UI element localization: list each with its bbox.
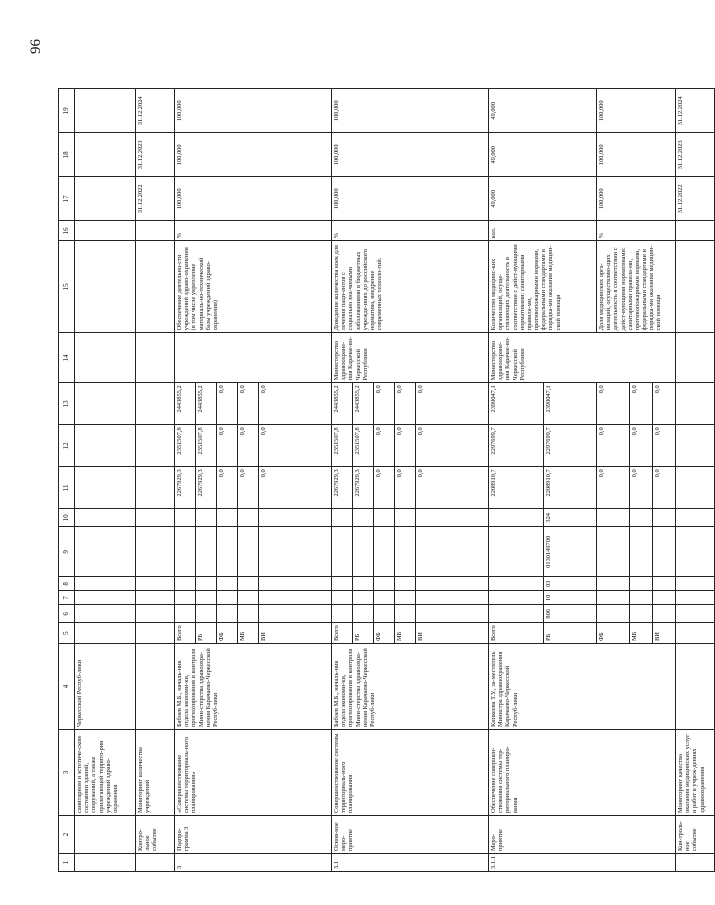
indicator	[75, 241, 136, 333]
amount-2023: 2297699,7	[544, 425, 597, 467]
code-pr	[332, 577, 353, 591]
code-rz	[597, 591, 630, 605]
amount-2023: 0,0	[597, 425, 630, 467]
empty-cell	[676, 591, 715, 605]
row-number	[136, 854, 175, 872]
value-2023	[75, 133, 136, 177]
indicator: Доля медицинских орга-низаций, осуществляю-щих деятельность в соответствии с дейст-вующими нормативами: санитарными правила-ми, противопожарными нормами, федеральными стандартами и порядка-ми оказания медицин-ской помощи	[597, 241, 676, 333]
funding-source: ВИ	[416, 623, 489, 644]
empty-cell	[75, 623, 136, 644]
row-type: Меро-приятие	[489, 816, 676, 854]
code-rz	[395, 591, 416, 605]
column-number: 18	[59, 133, 75, 177]
column-number: 15	[59, 241, 75, 333]
code-rz	[630, 591, 653, 605]
value-2022: 100,000	[175, 177, 332, 221]
funding-source: МБ	[395, 623, 416, 644]
value-2023: 31.12.2023	[676, 133, 715, 177]
column-number: 9	[59, 527, 75, 577]
amount-2023: 0,0	[217, 425, 238, 467]
code-vr	[259, 509, 332, 527]
amount-2022: 2208910,7	[544, 467, 597, 509]
funding-source: Всего	[332, 623, 353, 644]
code-csr	[259, 527, 332, 577]
empty-cell	[136, 623, 175, 644]
code-pr	[259, 577, 332, 591]
indicator	[136, 241, 175, 333]
funding-source: Всего	[175, 623, 196, 644]
empty-cell	[676, 333, 715, 383]
code-pr	[489, 577, 544, 591]
code-rz	[332, 591, 353, 605]
column-number: 13	[59, 383, 75, 425]
row-name: санитарном и эстетиче-ском состоянии зданий, сооружений, а также прилегающей террито-рии учреждений здраво-охранения	[75, 730, 136, 816]
row-name: Мониторинг количества учреждений	[136, 730, 175, 816]
responsible	[676, 644, 715, 730]
amount-2023: 0,0	[374, 425, 395, 467]
unit: %	[175, 221, 332, 241]
code-grbs	[332, 605, 353, 623]
code-csr	[353, 527, 374, 577]
amount-2024: 2443855,2	[196, 383, 217, 425]
amount-2023: 0,0	[416, 425, 489, 467]
code-grbs	[416, 605, 489, 623]
amount-2023: 2351507,8	[175, 425, 196, 467]
code-rz: 10	[544, 591, 597, 605]
code-grbs	[489, 605, 544, 623]
amount-2024: 2390047,1	[544, 383, 597, 425]
empty-cell	[75, 605, 136, 623]
value-2023: 31.12.2023	[136, 133, 175, 177]
amount-2024: 0,0	[238, 383, 259, 425]
row-name: Совершенствование системы территориаль-ного планирования	[332, 730, 489, 816]
empty-cell	[136, 591, 175, 605]
column-number: 8	[59, 577, 75, 591]
empty-cell	[676, 527, 715, 577]
amount-2022: 0,0	[217, 467, 238, 509]
empty-cell	[676, 577, 715, 591]
amount-2024: 0,0	[259, 383, 332, 425]
value-2024: 49,000	[489, 89, 597, 133]
empty-cell	[136, 577, 175, 591]
code-vr	[353, 509, 374, 527]
value-2024: 31.12.2024	[136, 89, 175, 133]
code-vr	[374, 509, 395, 527]
code-grbs	[374, 605, 395, 623]
code-pr	[374, 577, 395, 591]
code-vr	[653, 509, 676, 527]
empty-cell	[75, 509, 136, 527]
value-2022	[75, 177, 136, 221]
amount-2023: 0,0	[653, 425, 676, 467]
row-type: Кон-троль-ное событие	[676, 816, 715, 854]
value-2022: 49,000	[489, 177, 597, 221]
indicator	[676, 241, 715, 333]
empty-cell	[75, 591, 136, 605]
code-vr: 324	[544, 509, 597, 527]
funding-source: РБ	[196, 623, 217, 644]
code-csr	[489, 527, 544, 577]
code-rz	[238, 591, 259, 605]
amount-2024: 2443855,2	[175, 383, 196, 425]
code-vr	[489, 509, 544, 527]
code-csr	[374, 527, 395, 577]
row-number	[676, 854, 715, 872]
code-pr	[416, 577, 489, 591]
funding-source: ВИ	[259, 623, 332, 644]
column-number: 11	[59, 467, 75, 509]
indicator: Доведение количества коек для лечения паци-ентов с социально зна-чимыми заболеваниями в бюджетных учрежде-ниях до российского норматива, внедрение современных техноло-гий.	[332, 241, 489, 333]
code-grbs	[395, 605, 416, 623]
code-grbs	[238, 605, 259, 623]
value-2023: 100,000	[175, 133, 332, 177]
code-csr: 0130149700	[544, 527, 597, 577]
page-number: 96	[28, 39, 44, 54]
empty-cell	[676, 509, 715, 527]
responsible: Кипкеева Т.У., за-меститель Министра здравоохранения Карачаево-Черкесской Респуб-лики	[489, 644, 676, 730]
amount-2024: 0,0	[374, 383, 395, 425]
empty-cell	[75, 425, 136, 467]
code-grbs	[259, 605, 332, 623]
code-pr	[238, 577, 259, 591]
code-pr	[175, 577, 196, 591]
row-type: Основ-ное меро-приятие	[332, 816, 489, 854]
value-2024	[75, 89, 136, 133]
row-name: Мониторинг качества оказания медицинских услуг и работ в учреж-дениях здравоохранения	[676, 730, 715, 816]
amount-2022: 0,0	[395, 467, 416, 509]
code-pr: 03	[544, 577, 597, 591]
code-vr	[395, 509, 416, 527]
code-vr	[238, 509, 259, 527]
unit	[676, 221, 715, 241]
column-number: 2	[59, 816, 75, 854]
responsible	[136, 644, 175, 730]
row-number: 3	[175, 854, 332, 872]
code-csr	[630, 527, 653, 577]
amount-2023: 0,0	[238, 425, 259, 467]
code-rz	[259, 591, 332, 605]
amount-2022: 0,0	[653, 467, 676, 509]
amount-2024: 0,0	[416, 383, 489, 425]
row-type	[75, 816, 136, 854]
code-pr	[630, 577, 653, 591]
amount-2024: 0,0	[653, 383, 676, 425]
program-table	[58, 88, 715, 872]
code-rz	[653, 591, 676, 605]
value-2022: 100,000	[597, 177, 676, 221]
code-grbs	[630, 605, 653, 623]
value-2024: 100,000	[332, 89, 489, 133]
value-2022: 31.12.2022	[136, 177, 175, 221]
empty-cell	[136, 467, 175, 509]
responsible: Бабоев М.Б., началь-ник отдела экономи-ки, прогнозирования и контроля Мини-стерства здравоохра-нения Карачаево-Черкесской Респуб-лики	[332, 644, 489, 730]
code-rz	[374, 591, 395, 605]
amount-2022: 0,0	[238, 467, 259, 509]
amount-2024: 2390047,1	[489, 383, 544, 425]
amount-2023: 2351507,8	[332, 425, 353, 467]
funding-row	[175, 89, 196, 872]
funding-row	[332, 89, 353, 872]
amount-2022: 2267929,3	[332, 467, 353, 509]
value-2024: 100,000	[175, 89, 332, 133]
amount-2022: 0,0	[416, 467, 489, 509]
responsible: Бабоев М.Б., началь-ник отдела экономи-ки, прогнозирования и контроля Мини-стерства здравоохра-нения Карачаево-Черкесской Респуб-лики	[175, 644, 332, 730]
code-vr	[217, 509, 238, 527]
empty-cell	[136, 605, 175, 623]
empty-cell	[75, 467, 136, 509]
funding-source: РБ	[353, 623, 374, 644]
amount-2023: 2351507,8	[353, 425, 374, 467]
empty-cell	[676, 605, 715, 623]
section-row	[75, 89, 136, 872]
row-number	[75, 854, 136, 872]
code-vr	[196, 509, 217, 527]
value-2022: 31.12.2022	[676, 177, 715, 221]
section-row	[136, 89, 175, 872]
funding-source: РБ	[544, 623, 597, 644]
amount-2024: 0,0	[597, 383, 630, 425]
funding-row	[489, 89, 544, 872]
empty-cell	[676, 383, 715, 425]
amount-2022: 0,0	[259, 467, 332, 509]
code-pr	[196, 577, 217, 591]
code-vr	[416, 509, 489, 527]
column-number: 16	[59, 221, 75, 241]
column-number: 1	[59, 854, 75, 872]
code-pr	[217, 577, 238, 591]
executor: Министерство здравоохране-ния Карачае-во-Черкесской Республики	[489, 333, 676, 383]
row-number: 3.1	[332, 854, 489, 872]
amount-2024: 0,0	[395, 383, 416, 425]
code-grbs	[196, 605, 217, 623]
funding-source: ВИ	[653, 623, 676, 644]
row-name: «Совершенствование системы территориаль-ного планирования»	[175, 730, 332, 816]
column-number: 7	[59, 591, 75, 605]
funding-source: МБ	[238, 623, 259, 644]
column-number: 4	[59, 644, 75, 730]
empty-cell	[136, 383, 175, 425]
amount-2022: 0,0	[597, 467, 630, 509]
code-pr	[597, 577, 630, 591]
row-type: Подпро-грамма 3	[175, 816, 332, 854]
code-csr	[238, 527, 259, 577]
code-csr	[332, 527, 353, 577]
empty-cell	[136, 333, 175, 383]
code-vr	[630, 509, 653, 527]
code-grbs	[653, 605, 676, 623]
executor	[175, 333, 332, 383]
code-csr	[416, 527, 489, 577]
code-csr	[196, 527, 217, 577]
code-vr	[332, 509, 353, 527]
code-rz	[489, 591, 544, 605]
empty-cell	[676, 425, 715, 467]
amount-2023: 0,0	[395, 425, 416, 467]
column-number: 19	[59, 89, 75, 133]
indicator: Обеспечение деятельно-сти учреждений здраво-охранения (в том числе укрепление материаль-но-технической базы учреждений здраво-охранения)	[175, 241, 332, 333]
unit: кол.	[489, 221, 597, 241]
funding-source: ФБ	[374, 623, 395, 644]
amount-2022: 0,0	[374, 467, 395, 509]
unit	[136, 221, 175, 241]
code-grbs	[217, 605, 238, 623]
value-2024: 31.12.2024	[676, 89, 715, 133]
code-csr	[217, 527, 238, 577]
row-number: 3.1.1	[489, 854, 676, 872]
row-name: Обеспечение совершен-ствования системы тер-риториального планиро-вания	[489, 730, 676, 816]
unit	[75, 221, 136, 241]
funding-source: ФБ	[597, 623, 630, 644]
code-rz	[353, 591, 374, 605]
empty-cell	[136, 425, 175, 467]
value-2023: 49,000	[489, 133, 597, 177]
code-vr	[175, 509, 196, 527]
value-2022: 100,000	[332, 177, 489, 221]
amount-2024: 0,0	[217, 383, 238, 425]
amount-2024: 2443855,2	[353, 383, 374, 425]
value-2023: 100,000	[597, 133, 676, 177]
responsible: Черкесской Респуб-лики	[75, 644, 136, 730]
amount-2024: 0,0	[630, 383, 653, 425]
funding-source: МБ	[630, 623, 653, 644]
code-csr	[653, 527, 676, 577]
empty-cell	[676, 623, 715, 644]
empty-cell	[136, 509, 175, 527]
code-grbs	[175, 605, 196, 623]
empty-cell	[75, 577, 136, 591]
code-grbs	[353, 605, 374, 623]
code-pr	[653, 577, 676, 591]
amount-2022: 2267929,3	[196, 467, 217, 509]
code-csr	[175, 527, 196, 577]
section-row	[676, 89, 715, 872]
column-number: 6	[59, 605, 75, 623]
funding-source: ФБ	[217, 623, 238, 644]
code-vr	[597, 509, 630, 527]
unit: %	[597, 221, 676, 241]
empty-cell	[136, 527, 175, 577]
unit: %	[332, 221, 489, 241]
code-rz	[416, 591, 489, 605]
amount-2023: 0,0	[259, 425, 332, 467]
code-rz	[175, 591, 196, 605]
amount-2022: 0,0	[630, 467, 653, 509]
funding-source: Всего	[489, 623, 544, 644]
amount-2023: 2351507,8	[196, 425, 217, 467]
amount-2022: 2267929,3	[175, 467, 196, 509]
code-grbs	[597, 605, 630, 623]
amount-2024: 2443855,2	[332, 383, 353, 425]
amount-2023: 2297699,7	[489, 425, 544, 467]
column-number: 17	[59, 177, 75, 221]
code-rz	[196, 591, 217, 605]
empty-cell	[75, 333, 136, 383]
amount-2023: 0,0	[630, 425, 653, 467]
code-csr	[395, 527, 416, 577]
column-number: 3	[59, 730, 75, 816]
header-row	[59, 89, 75, 872]
indicator: Количество медицинс-ких организаций, осуще-ствляющих деятельность в соответствии с дейст-вующими нормативами: санитарными правила-ми, противопожарными нормами, федеральными стандартами и порядка-ми оказания медицин-ской помощи	[489, 241, 597, 333]
column-number: 5	[59, 623, 75, 644]
amount-2022: 2267929,3	[353, 467, 374, 509]
executor: Министерство здравоохране-ния Карачае-во-Черкесской Республики	[332, 333, 489, 383]
amount-2022: 2208910,7	[489, 467, 544, 509]
empty-cell	[75, 527, 136, 577]
code-grbs: 806	[544, 605, 597, 623]
value-2023: 100,000	[332, 133, 489, 177]
code-csr	[597, 527, 630, 577]
code-pr	[395, 577, 416, 591]
row-type: Контро-льное событие	[136, 816, 175, 854]
column-number: 14	[59, 333, 75, 383]
value-2024: 100,000	[597, 89, 676, 133]
column-number: 10	[59, 509, 75, 527]
empty-cell	[75, 383, 136, 425]
empty-cell	[676, 467, 715, 509]
column-number: 12	[59, 425, 75, 467]
code-pr	[353, 577, 374, 591]
code-rz	[217, 591, 238, 605]
